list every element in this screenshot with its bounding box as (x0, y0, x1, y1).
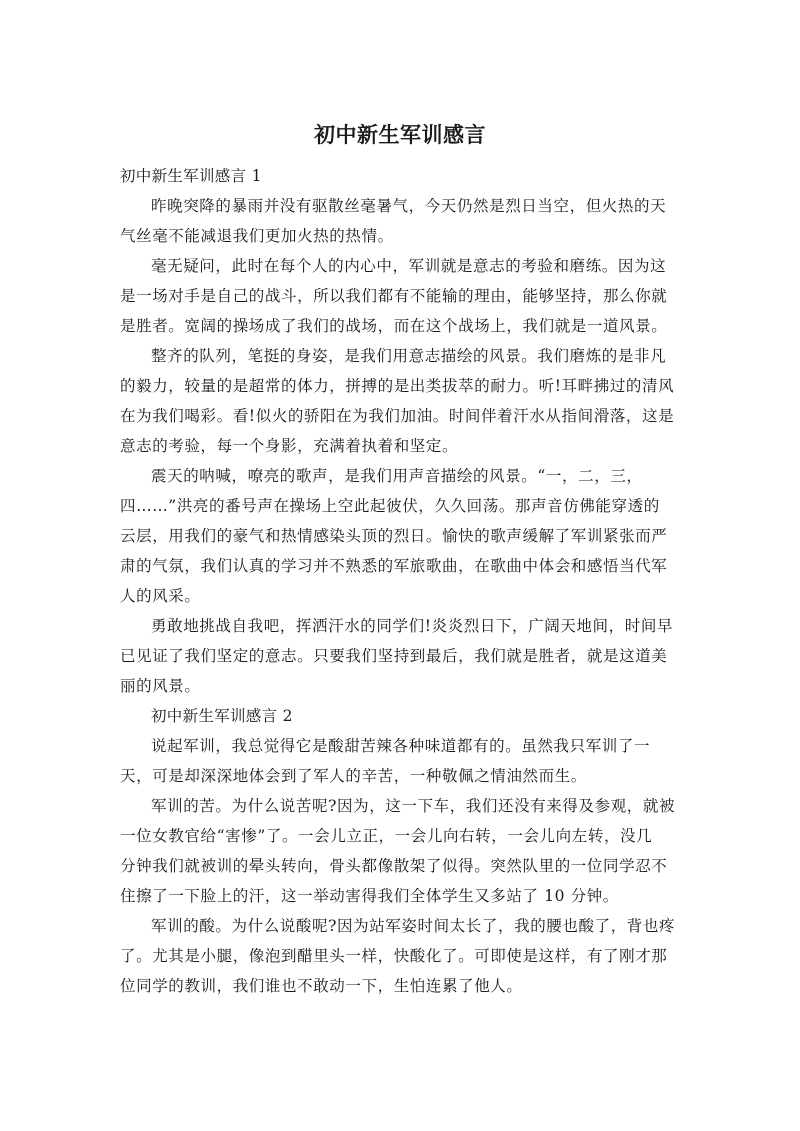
paragraph-line: 是胜者。宽阔的操场成了我们的战场，而在这个战场上，我们就是一道风景。 (120, 317, 668, 335)
paragraph-line: 意志的考验，每一个身影，充满着执着和坚定。 (120, 437, 459, 455)
paragraph-line: 的毅力，较量的是超常的体力，拼搏的是出类拔萃的耐力。听!耳畔拂过的清风 (120, 377, 675, 395)
document-title: 初中新生军训感言 (314, 123, 486, 147)
paragraph-line: 四……”洪亮的番号声在操场上空此起彼伏，久久回荡。那声音仿佛能穿透的 (120, 497, 660, 515)
paragraph-line: 人的风采。 (120, 587, 201, 605)
section-heading: 初中新生军训感言 2 (151, 707, 293, 725)
paragraph-line: 说起军训，我总觉得它是酸甜苦辣各种味道都有的。虽然我只军训了一 (151, 737, 651, 755)
paragraph-line: 昨晚突降的暴雨并没有驱散丝毫暑气，今天仍然是烈日当空，但火热的天 (151, 197, 667, 215)
paragraph-line: 已见证了我们坚定的意志。只要我们坚持到最后，我们就是胜者，就是这道美 (120, 647, 668, 665)
paragraph-line: 丽的风景。 (120, 677, 201, 695)
paragraph-line: 整齐的队列，笔挺的身姿，是我们用意志描绘的风景。我们磨炼的是非凡 (151, 347, 667, 365)
paragraph-line: 位同学的教训，我们谁也不敢动一下，生怕连累了他人。 (120, 977, 523, 995)
paragraph-line: 分钟我们就被训的晕头转向，骨头都像散架了似得。突然队里的一位同学忍不 (120, 857, 668, 875)
paragraph-line: 住擦了一下脸上的汗，这一举动害得我们全体学生又多站了 10 分钟。 (120, 887, 619, 905)
document-body (120, 161, 680, 1001)
paragraph-line: 震天的呐喊，嘹亮的歌声，是我们用声音描绘的风景。“一，二，三， (151, 467, 643, 485)
paragraph-line: 一位女教官给“害惨”了。一会儿立正，一会儿向右转，一会儿向左转，没几 (120, 827, 653, 845)
paragraph-line: 勇敢地挑战自我吧，挥洒汗水的同学们!炎炎烈日下，广阔天地间，时间早 (151, 617, 674, 635)
paragraph-line: 气丝毫不能减退我们更加火热的热情。 (120, 227, 394, 245)
paragraph-line: 云层，用我们的豪气和热情感染头顶的烈日。愉快的歌声缓解了军训紧张而严 (120, 527, 668, 545)
paragraph-line: 天，可是却深深地体会到了军人的辛苦，一种敬佩之情油然而生。 (120, 767, 587, 785)
paragraph-line: 了。尤其是小腿，像泡到醋里头一样，快酸化了。可即使是这样，有了刚才那 (120, 947, 668, 965)
section-heading: 初中新生军训感言 1 (120, 167, 262, 185)
paragraph-line: 军训的苦。为什么说苦呢?因为，这一下车，我们还没有来得及参观，就被 (151, 797, 676, 815)
paragraph-line: 是一场对手是自己的战斗，所以我们都有不能输的理由，能够坚持，那么你就 (120, 287, 668, 305)
paragraph-line: 军训的酸。为什么说酸呢?因为站军姿时间太长了，我的腰也酸了，背也疼 (151, 917, 676, 935)
paragraph-line: 肃的气氛，我们认真的学习并不熟悉的军旅歌曲，在歌曲中体会和感悟当代军 (120, 557, 668, 575)
paragraph-line: 毫无疑问，此时在每个人的内心中，军训就是意志的考验和磨练。因为这 (151, 257, 667, 275)
paragraph-line: 在为我们喝彩。看!似火的骄阳在为我们加油。时间伴着汗水从指间滑落，这是 (120, 407, 675, 425)
